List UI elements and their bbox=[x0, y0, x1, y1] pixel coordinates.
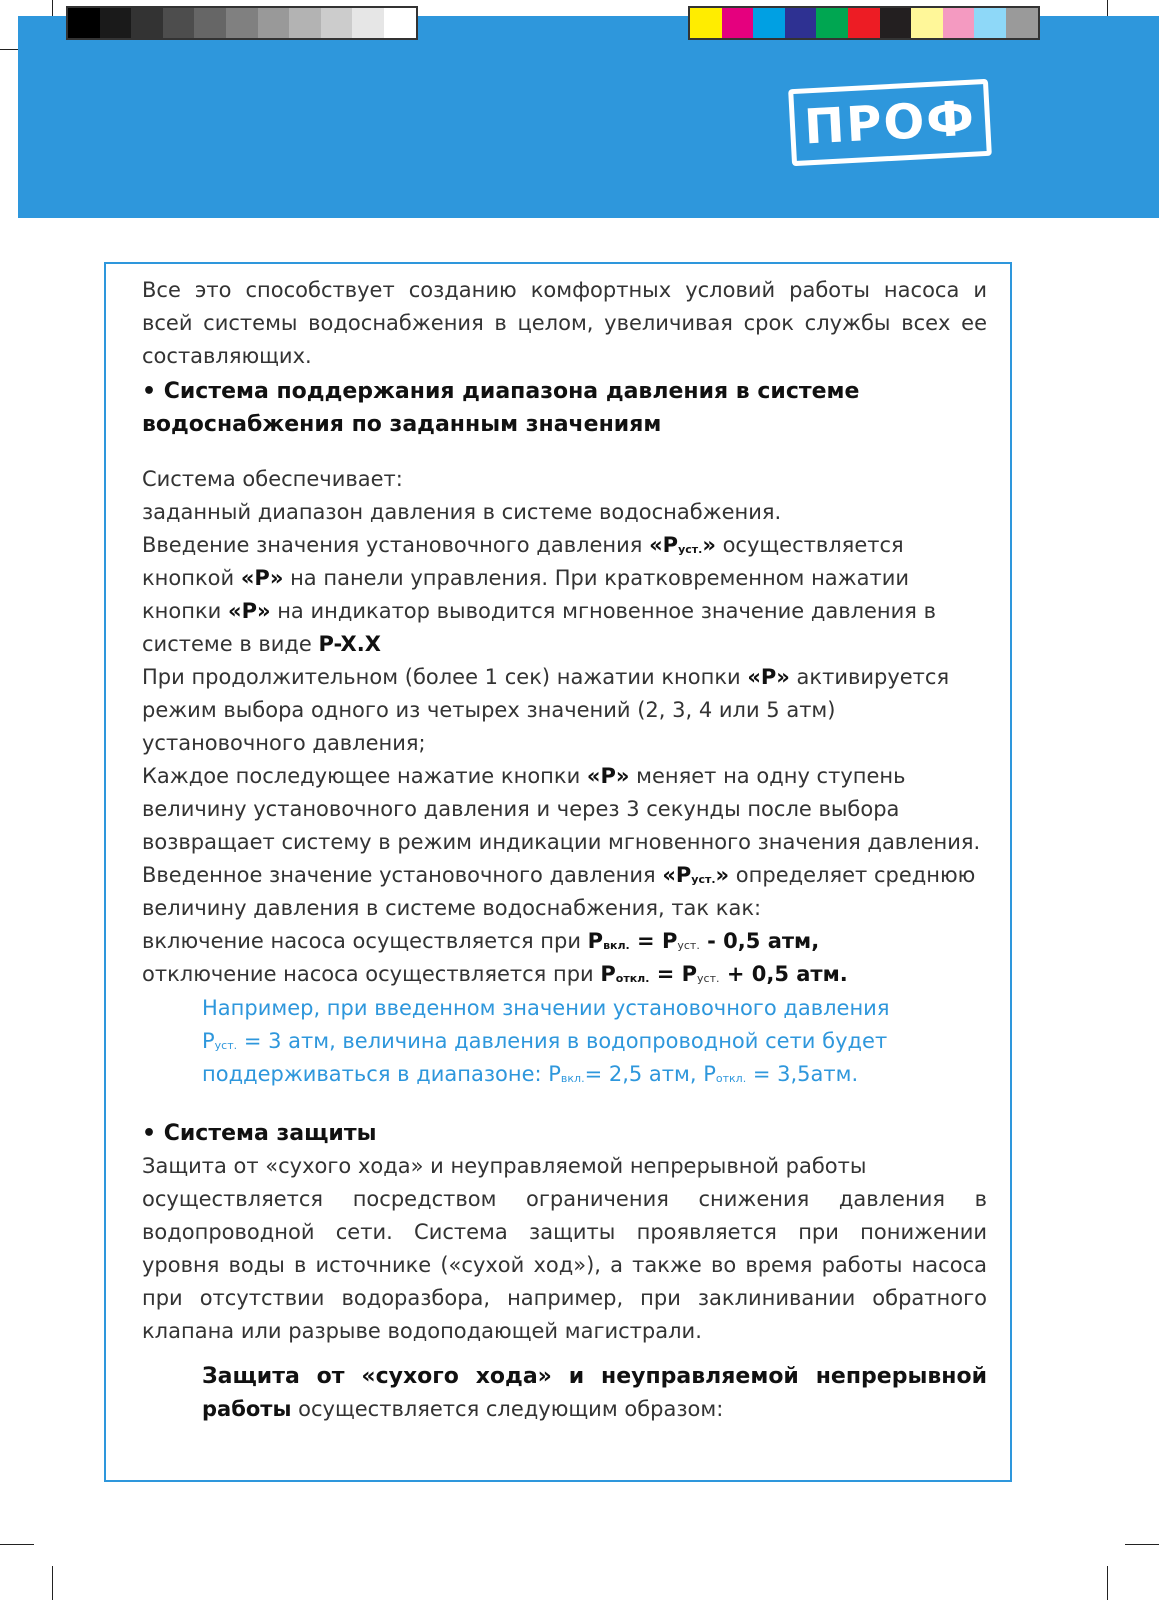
crop-mark bbox=[52, 1566, 53, 1600]
crop-mark bbox=[1125, 1544, 1159, 1545]
crop-mark bbox=[1107, 1566, 1108, 1600]
color-swatch bbox=[753, 8, 785, 38]
paragraph-line: Система обеспечивает: bbox=[142, 467, 403, 491]
paragraph-line: При продолжительном (более 1 сек) нажатии кнопки «P» активируется bbox=[142, 665, 950, 689]
color-swatch bbox=[289, 8, 321, 38]
color-swatch bbox=[911, 8, 943, 38]
color-swatch bbox=[321, 8, 353, 38]
paragraph-line: кнопки «P» на индикатор выводится мгновенное значение давления в bbox=[142, 599, 936, 623]
section-heading: • Система защиты bbox=[142, 1121, 377, 1146]
color-swatch bbox=[100, 8, 132, 38]
example-line: Например, при введенном значении установочного давления bbox=[202, 996, 890, 1020]
color-swatch bbox=[258, 8, 290, 38]
example-line: $P_{уст.} = 3$ атм, величина давления в водопроводной сети будет bbox=[202, 1029, 888, 1053]
paragraph-line: заданный диапазон давления в системе водоснабжения. bbox=[142, 500, 782, 524]
brand-logo bbox=[788, 79, 992, 166]
section-heading: водоснабжения по заданным значениям bbox=[142, 412, 662, 437]
color-swatch bbox=[722, 8, 754, 38]
paragraph-line: уровня воды в источнике («сухой ход»), а также во время работы насоса bbox=[142, 1253, 987, 1277]
color-swatch bbox=[785, 8, 817, 38]
paragraph-line: клапана или разрыве водоподающей магистрали. bbox=[142, 1319, 702, 1343]
grayscale-calibration-bar bbox=[66, 6, 418, 40]
color-swatch bbox=[226, 8, 258, 38]
intro-line: Все это способствует созданию комфортных условий работы насоса и bbox=[142, 278, 987, 302]
color-swatch bbox=[68, 8, 100, 38]
paragraph-line: Введение значения установочного давления «$P_{уст.}$» осуществляется bbox=[142, 533, 904, 557]
crop-mark bbox=[0, 1544, 34, 1545]
paragraph-line: при отсутствии водоразбора, например, при заклинивании обратного bbox=[142, 1286, 987, 1310]
color-swatch bbox=[131, 8, 163, 38]
color-swatch bbox=[163, 8, 195, 38]
paragraph-line: возвращает систему в режим индикации мгновенного значения давления. bbox=[142, 830, 981, 854]
formula-line: включение насоса осуществляется при $P_{вкл.} = P_{уст.} - 0,5$ атм, bbox=[142, 929, 820, 953]
color-swatch bbox=[974, 8, 1006, 38]
color-swatch bbox=[690, 8, 722, 38]
paragraph-line: установочного давления; bbox=[142, 731, 426, 755]
color-swatch bbox=[1006, 8, 1038, 38]
color-swatch bbox=[384, 8, 416, 38]
formula-line: отключение насоса осуществляется при $P_{откл.} = P_{уст.} + 0,5$ атм. bbox=[142, 962, 848, 986]
color-swatch bbox=[880, 8, 912, 38]
color-swatch bbox=[352, 8, 384, 38]
color-swatch bbox=[194, 8, 226, 38]
color-calibration-bar bbox=[688, 6, 1040, 40]
paragraph-line: Введенное значение установочного давления «$P_{уст.}$» определяет среднюю bbox=[142, 863, 976, 887]
color-swatch bbox=[943, 8, 975, 38]
bold-statement: Защита от «сухого хода» и неуправляемой непрерывной bbox=[202, 1364, 987, 1389]
paragraph-line: величину давления в системе водоснабжения, так как: bbox=[142, 896, 762, 920]
paragraph-line: кнопкой «P» на панели управления. При кратковременном нажатии bbox=[142, 566, 909, 590]
paragraph-line: работы осуществляется следующим образом: bbox=[202, 1397, 724, 1421]
paragraph-line: водопроводной сети. Система защиты проявляется при понижении bbox=[142, 1220, 987, 1244]
paragraph-line: Каждое последующее нажатие кнопки «P» меняет на одну ступень bbox=[142, 764, 906, 788]
paragraph-line: Защита от «сухого хода» и неуправляемой непрерывной работы bbox=[142, 1154, 867, 1178]
paragraph-line: осуществляется посредством ограничения снижения давления в bbox=[142, 1187, 987, 1211]
section-heading: • Система поддержания диапазона давления в системе bbox=[142, 379, 860, 404]
paragraph-line: величину установочного давления и через 3 секунды после выбора bbox=[142, 797, 900, 821]
intro-line: всей системы водоснабжения в целом, увеличивая срок службы всех ее bbox=[142, 311, 987, 335]
paragraph-line: режим выбора одного из четырех значений (2, 3, 4 или 5 атм) bbox=[142, 698, 836, 722]
intro-line: составляющих. bbox=[142, 344, 312, 368]
example-line: поддерживаться в диапазоне: $P_{вкл.}= 2,5$ атм, $P_{откл.} = 3,5атм$. bbox=[202, 1062, 859, 1086]
color-swatch bbox=[848, 8, 880, 38]
color-swatch bbox=[816, 8, 848, 38]
logo-text: ПРОФ bbox=[802, 90, 978, 155]
paragraph-line: системе в виде P-X.X bbox=[142, 632, 381, 656]
